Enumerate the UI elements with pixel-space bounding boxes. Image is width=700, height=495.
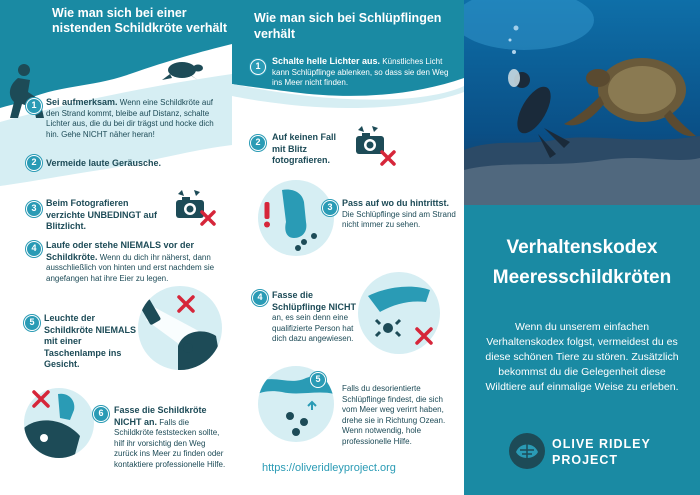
p2-item-2-lead: Auf keinen Fall mit Blitz fotografieren. (272, 132, 337, 165)
p1-item-6-lead: Fasse die Schildkröte NICHT an. (114, 405, 207, 427)
intro-text: Wenn du unserem einfachen Verhaltenskodex folgst, vermeidest du es diese schönen Tiere zu stören. Zusätzlich bekommst du die Gelegenheit diese Wildtiere auf einmalige Weise zu erleben. (485, 321, 679, 393)
step-number-6: 6 (93, 406, 109, 422)
p1-item-1-text: Wenn eine Schildkröte auf den Strand kommt, bleibe auf Distanz, schalte Lichter aus, die du bei dir trägst und hocke dich hin. Gehe NICHT näher heran! (46, 98, 214, 139)
logo-line-1: OLIVE RIDLEY (552, 437, 651, 451)
website-link[interactable]: https://oliveridleyproject.org (262, 462, 396, 474)
p1-item-1-lead: Sei aufmerksam. (46, 97, 118, 107)
p1-item-4-lead: Laufe oder stehe NIEMALS vor der Schildkröte. (46, 240, 195, 262)
step-number-2: 2 (250, 135, 266, 151)
step-number-4: 4 (252, 290, 268, 306)
step-number-4: 4 (26, 241, 42, 257)
panel-code-of-conduct (464, 0, 700, 495)
p1-item-5 (44, 313, 136, 371)
p2-item-3-lead: Pass auf wo du hintrittst. (342, 198, 450, 208)
step-number-1: 1 (250, 59, 266, 75)
step-number-3: 3 (26, 201, 42, 217)
p2-item-2 (272, 132, 348, 167)
p1-item-2 (46, 158, 226, 170)
step-number-5: 5 (24, 315, 40, 331)
step-number-2: 2 (26, 155, 42, 171)
title-line-1: Verhaltenskodex (506, 237, 658, 258)
panel2-title: Wie man sich bei Schlüpflingen verhält (254, 11, 442, 41)
olive-ridley-project-logo (508, 432, 668, 476)
panel1-title: Wie man sich bei einer nistenden Schildkröte verhält (52, 6, 228, 35)
no-flash-camera-icon (350, 124, 400, 170)
title-line-2: Meeresschildkröten (492, 267, 672, 288)
logo-text (552, 436, 651, 468)
p1-item-6 (114, 405, 226, 470)
logo-line-2: PROJECT (552, 453, 619, 467)
no-flash-camera-icon (172, 188, 218, 228)
step-number-1: 1 (26, 98, 42, 114)
turtle-logo-icon (508, 432, 546, 470)
p1-item-3 (46, 198, 164, 233)
p2-item-1-lead: Schalte helle Lichter aus. (272, 56, 381, 66)
p2-item-4-lead: Fasse die Schlüpflinge NICHT (272, 290, 356, 312)
warning-cross-icon (176, 294, 196, 314)
p2-item-4 (272, 290, 358, 345)
p2-item-3 (342, 198, 458, 231)
p1-item-3-lead: Beim Fotografieren verzichte UNBEDINGT auf Blitzlicht. (46, 198, 158, 231)
p2-item-5-text: Falls du desorientierte Schlüpflinge findest, die sich vom Meer weg verirrt haben, drehe sie in Richtung Ozean. Wenn notwendig, hole professionelle Hilfe. (342, 384, 446, 446)
panel-nesting-turtle (0, 0, 232, 495)
p1-item-5-lead: Leuchte der Schildkröte NIEMALS mit einer Taschenlampe ins Gesicht. (44, 313, 137, 369)
warning-cross-icon (414, 326, 434, 346)
diver-and-turtle-photo (464, 0, 700, 205)
exclamation-icon (262, 202, 272, 228)
p1-item-1 (46, 97, 226, 140)
p2-item-4-text: an, es sein denn eine qualifizierte Person hat dich dazu angewiesen. (272, 313, 354, 343)
p1-item-4 (46, 240, 226, 284)
p1-item-6-text: Falls die Schildkröte feststecken sollte, hilf ihr vorsichtig den Weg zurück ins Meer zu finden oder kontaktiere professionelle Hilfe. (114, 417, 226, 469)
warning-cross-icon (30, 388, 52, 410)
p2-item-3-text: Die Schlüpflinge sind am Strand nicht immer zu sehen. (342, 209, 456, 229)
step-number-3: 3 (322, 200, 338, 216)
p1-item-4-text: Wenn du dich ihr näherst, dann ausschließlich von hinten und erst nachdem sie angefangen hat ihre Eier zu legen. (46, 252, 215, 283)
step-number-5: 5 (310, 372, 326, 388)
panel-hatchlings (232, 0, 464, 495)
p2-item-1 (272, 56, 452, 89)
p1-item-2-lead: Vermeide laute Geräusche. (46, 158, 162, 168)
code-of-conduct-title (464, 233, 700, 293)
p2-item-1-text: Künstliches Licht kann Schlüpflinge ablenken, so dass sie den Weg ins Meer nicht finden. (272, 57, 449, 87)
p2-item-5 (342, 384, 458, 447)
